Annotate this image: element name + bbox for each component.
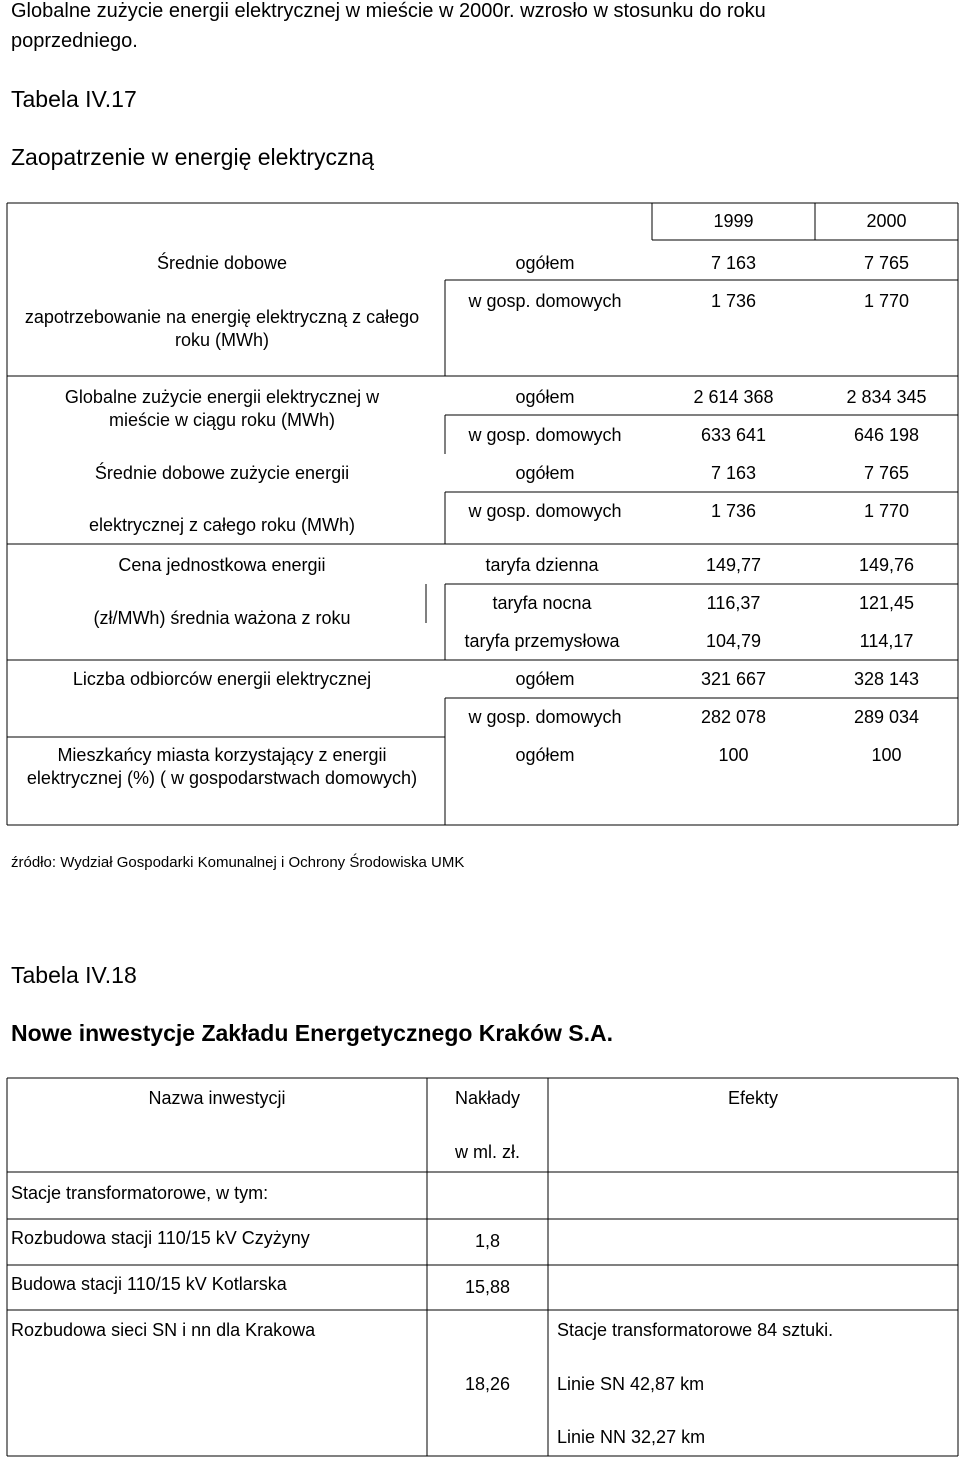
row-type: w gosp. domowych [468,425,622,445]
year-2000-header: 2000 [866,211,907,231]
value-2000: 328 143 [853,669,920,689]
value-1999: 149,77 [705,555,762,575]
value-1999: 282 078 [700,707,767,727]
row-type: taryfa przemysłowa [464,631,620,651]
investment-name: Budowa stacji 110/15 kV Kotlarska [11,1274,287,1294]
value-2000: 7 765 [863,253,910,273]
value-2000: 1 770 [863,501,910,521]
value-2000: 149,76 [858,555,915,575]
group3-label-a: Średnie dobowe zużycie energii [94,463,350,483]
value-1999: 104,79 [705,631,762,651]
investment-name: Rozbudowa stacji 110/15 kV Czyżyny [11,1228,310,1248]
header-cost-unit: w ml. zł. [455,1142,520,1162]
intro-line-1: Globalne zużycie energii elektrycznej w mieście w 2000r. wzrosło w stosunku do roku [11,0,766,22]
investment-name: Rozbudowa sieci SN i nn dla Krakowa [11,1320,316,1340]
group1-label-a: Średnie dobowe [156,253,288,273]
row-type: w gosp. domowych [468,707,622,727]
row-type: w gosp. domowych [468,291,622,311]
value-1999: 321 667 [700,669,767,689]
row-type: w gosp. domowych [468,501,622,521]
value-1999: 2 614 368 [693,387,774,407]
row-type: ogółem [515,669,575,689]
row-type: ogółem [515,463,575,483]
row-type: taryfa nocna [492,593,592,613]
table2-label: Tabela IV.18 [11,962,137,988]
header-cost: Nakłady [454,1088,521,1108]
table2-title: Nowe inwestycje Zakładu Energetycznego Kraków S.A. [11,1020,614,1046]
group1-label-b: zapotrzebowanie na energię elektryczną z całego roku (MWh) [24,307,420,350]
value-2000: 646 198 [853,425,920,445]
value-1999: 100 [718,745,749,765]
row-type: ogółem [515,387,575,407]
value-2000: 100 [871,745,902,765]
value-1999: 7 163 [710,253,757,273]
value-2000: 289 034 [853,707,920,727]
value-1999: 1 736 [710,291,757,311]
table1-source: źródło: Wydział Gospodarki Komunalnej i Ochrony Środowiska UMK [11,854,465,871]
value-1999: 116,37 [706,593,761,613]
value-2000: 114,17 [859,631,914,651]
group4-label-a: Cena jednostkowa energii [118,555,326,575]
header-name: Nazwa inwestycji [148,1088,286,1108]
value-2000: 2 834 345 [846,387,927,407]
value-1999: 1 736 [710,501,757,521]
header-effects: Efekty [727,1088,779,1108]
investment-effect: Linie SN 42,87 km [557,1374,705,1394]
investment-cost: 18,26 [464,1374,511,1394]
group5-label: Liczba odbiorców energii elektrycznej [72,669,372,689]
group6-label: Mieszkańcy miasta korzystający z energii elektrycznej (%) ( w gospodarstwach domowych) [26,745,418,788]
investment-cost: 1,8 [474,1231,501,1251]
investment-effect: Stacje transformatorowe 84 sztuki. [557,1320,834,1340]
investment-name: Stacje transformatorowe, w tym: [11,1183,269,1203]
investment-effect: Linie NN 32,27 km [557,1427,706,1447]
group4-label-b: (zł/MWh) średnia ważona z roku [93,608,351,628]
table1-title: Zaopatrzenie w energię elektryczną [11,144,375,170]
group3-label-b: elektrycznej z całego roku (MWh) [88,515,356,535]
intro-line-2: poprzedniego. [11,30,138,52]
table1-label: Tabela IV.17 [11,86,137,112]
group2-label: Globalne zużycie energii elektrycznej w mieście w ciągu roku (MWh) [64,387,380,430]
value-1999: 7 163 [710,463,757,483]
row-type: taryfa dzienna [485,555,599,575]
row-type: ogółem [515,745,575,765]
value-2000: 1 770 [863,291,910,311]
year-1999-header: 1999 [713,211,754,231]
value-1999: 633 641 [700,425,767,445]
investment-cost: 15,88 [464,1277,511,1297]
row-type: ogółem [515,253,575,273]
value-2000: 121,45 [858,593,915,613]
value-2000: 7 765 [863,463,910,483]
